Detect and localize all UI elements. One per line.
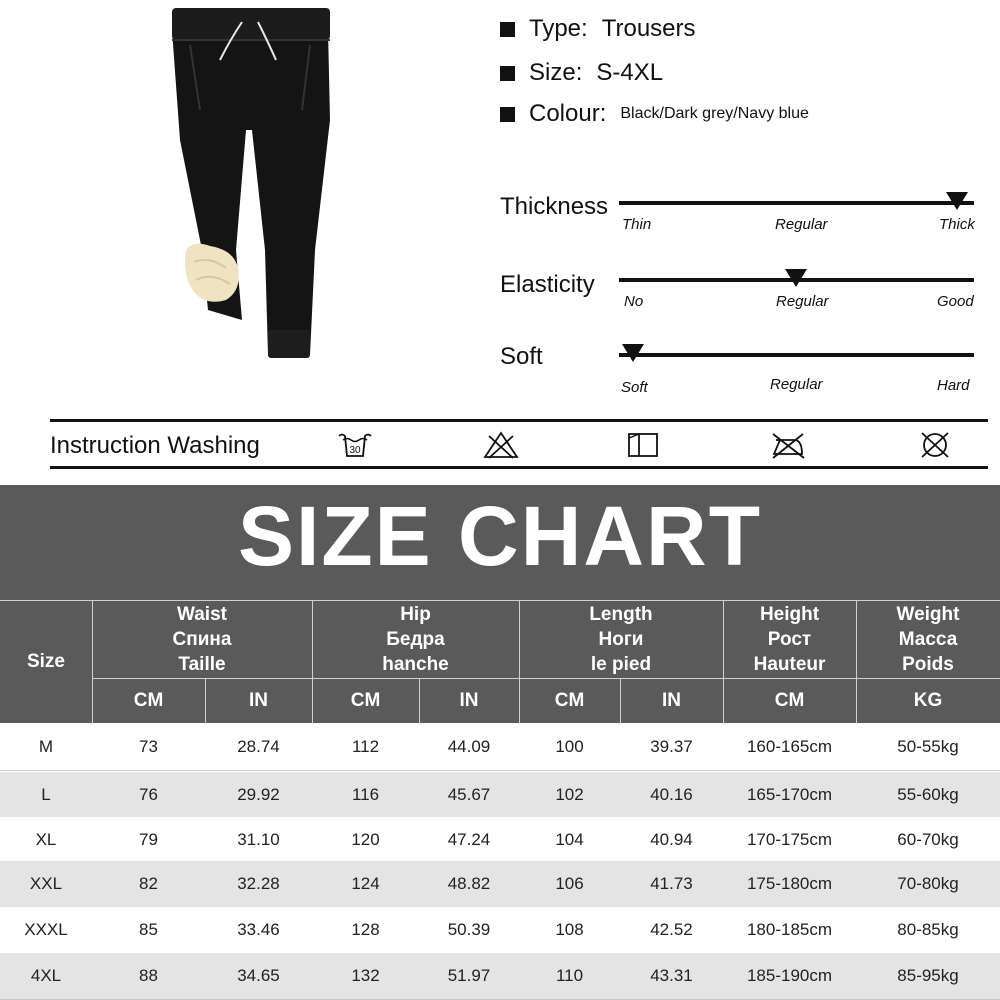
weight-header: Weight Масса Poids — [896, 603, 960, 675]
unit-header: CM — [350, 690, 381, 711]
table-cell: 51.97 — [447, 966, 491, 985]
table-cell: 104 — [555, 830, 584, 849]
no-iron-icon — [770, 430, 806, 460]
size-column-header: Size — [26, 651, 66, 672]
size-cell: L — [41, 785, 51, 804]
table-cell: 44.09 — [447, 737, 491, 756]
spec-type — [500, 12, 696, 46]
header-divider — [620, 678, 621, 723]
table-cell: 39.37 — [650, 737, 693, 756]
thickness-scale-line — [619, 201, 974, 205]
table-cell: 185-190cm — [746, 966, 833, 985]
spec-size-label: Size: — [529, 59, 583, 86]
table-cell: 108 — [555, 920, 584, 939]
table-cell: 82 — [139, 874, 158, 893]
bullet-square-icon — [500, 66, 515, 81]
soft-label-low: Soft — [621, 379, 648, 396]
table-cell: 41.73 — [650, 874, 693, 893]
table-cell: 76 — [139, 785, 158, 804]
unit-header: KG — [913, 690, 943, 711]
table-cell: 48.82 — [447, 874, 491, 893]
table-cell: 70-80kg — [897, 874, 959, 893]
table-cell: 50-55kg — [897, 737, 959, 756]
table-row — [0, 953, 1000, 999]
unit-header: CM — [133, 690, 164, 711]
table-cell: 160-165cm — [746, 737, 833, 756]
table-cell: 175-180cm — [746, 874, 833, 893]
elasticity-label-high: Good — [937, 293, 974, 310]
trousers-product-image — [150, 0, 350, 380]
table-cell: 165-170cm — [746, 785, 833, 804]
spec-type-value: Trousers — [601, 15, 696, 42]
spec-type-label: Type: — [529, 15, 588, 42]
table-row — [0, 772, 1000, 818]
table-cell: 73 — [139, 737, 158, 756]
header-rule — [0, 600, 1000, 601]
header-divider — [419, 678, 420, 723]
elasticity-label-mid: Regular — [776, 293, 829, 310]
thickness-label-high: Thick — [939, 216, 975, 233]
header-rule — [92, 678, 1000, 679]
table-cell: 28.74 — [237, 737, 280, 756]
table-cell: 124 — [351, 874, 380, 893]
header-divider — [723, 600, 724, 723]
unit-header: CM — [774, 690, 805, 711]
header-divider — [519, 600, 520, 723]
elasticity-title: Elasticity — [500, 271, 595, 298]
soft-scale-line — [619, 353, 974, 357]
thickness-label-mid: Regular — [775, 216, 828, 233]
table-cell: 128 — [351, 920, 380, 939]
washing-top-rule — [50, 419, 988, 422]
table-row — [0, 861, 1000, 907]
table-cell: 79 — [139, 830, 158, 849]
soft-label-high: Hard — [937, 377, 970, 394]
table-cell: 40.94 — [650, 830, 693, 849]
table-cell: 100 — [555, 737, 584, 756]
table-cell: 132 — [351, 966, 380, 985]
row-divider — [0, 770, 1000, 771]
table-cell: 45.67 — [447, 785, 491, 804]
table-row — [0, 724, 1000, 770]
soft-marker-icon — [622, 344, 644, 362]
unit-header: IN — [249, 690, 268, 711]
size-cell: XXXL — [24, 920, 68, 939]
table-cell: 112 — [351, 737, 380, 756]
soft-label-mid: Regular — [770, 376, 823, 393]
table-cell: 50.39 — [447, 920, 491, 939]
table-cell: 116 — [351, 785, 380, 804]
table-cell: 32.28 — [237, 874, 280, 893]
size-chart-title: SIZE CHART — [238, 489, 762, 583]
thickness-title: Thickness — [500, 193, 609, 220]
table-row — [0, 907, 1000, 953]
washing-bottom-rule — [50, 466, 988, 469]
dry-flat-icon — [625, 430, 661, 460]
washing-label: Instruction Washing — [50, 432, 260, 459]
unit-header: IN — [662, 690, 681, 711]
size-cell: XXL — [29, 874, 63, 893]
header-divider — [856, 600, 857, 723]
table-cell: 85-95kg — [897, 966, 959, 985]
elasticity-label-low: No — [624, 293, 644, 310]
table-cell: 42.52 — [650, 920, 693, 939]
size-cell: XL — [35, 830, 57, 849]
table-cell: 120 — [351, 830, 380, 849]
size-cell: M — [38, 737, 54, 756]
spec-size-value: S-4XL — [596, 59, 664, 86]
table-cell: 31.10 — [237, 830, 280, 849]
table-cell: 110 — [555, 966, 584, 985]
length-header: Length Ноги le pied — [589, 603, 653, 675]
header-divider — [312, 600, 313, 723]
table-cell: 88 — [139, 966, 158, 985]
wash-30-icon — [337, 430, 373, 460]
table-cell: 85 — [139, 920, 158, 939]
thickness-label-low: Thin — [622, 216, 652, 233]
table-cell: 106 — [555, 874, 584, 893]
thickness-marker-icon — [946, 192, 968, 210]
table-cell: 80-85kg — [897, 920, 959, 939]
unit-header: CM — [554, 690, 585, 711]
table-cell: 60-70kg — [897, 830, 959, 849]
table-cell: 102 — [555, 785, 584, 804]
hip-header: Hip Бедра hanche — [382, 603, 449, 675]
bullet-square-icon — [500, 22, 515, 37]
soft-title: Soft — [500, 343, 543, 370]
elasticity-marker-icon — [785, 269, 807, 287]
table-cell: 170-175cm — [746, 830, 833, 849]
table-cell: 43.31 — [650, 966, 693, 985]
table-cell: 34.65 — [237, 966, 280, 985]
no-bleach-icon — [483, 430, 519, 460]
spec-colour-label: Colour: — [529, 100, 607, 127]
table-cell: 55-60kg — [897, 785, 959, 804]
table-cell: 33.46 — [237, 920, 280, 939]
no-dry-clean-icon — [917, 430, 953, 460]
bullet-square-icon — [500, 107, 515, 122]
height-header: Height Рост Hauteur — [753, 603, 826, 675]
header-divider — [205, 678, 206, 723]
table-cell: 29.92 — [237, 785, 280, 804]
waist-header: Waist Спина Taille — [172, 603, 232, 675]
spec-colour — [500, 97, 809, 131]
wash-temperature: 30 — [349, 445, 361, 456]
size-cell: 4XL — [30, 966, 62, 985]
table-row — [0, 817, 1000, 863]
unit-header: IN — [459, 690, 479, 711]
table-cell: 180-185cm — [746, 920, 833, 939]
spec-size — [500, 56, 663, 90]
table-cell: 47.24 — [447, 830, 491, 849]
table-cell: 40.16 — [650, 785, 693, 804]
spec-colour-value: Black/Dark grey/Navy blue — [620, 105, 809, 122]
header-divider — [92, 600, 93, 723]
